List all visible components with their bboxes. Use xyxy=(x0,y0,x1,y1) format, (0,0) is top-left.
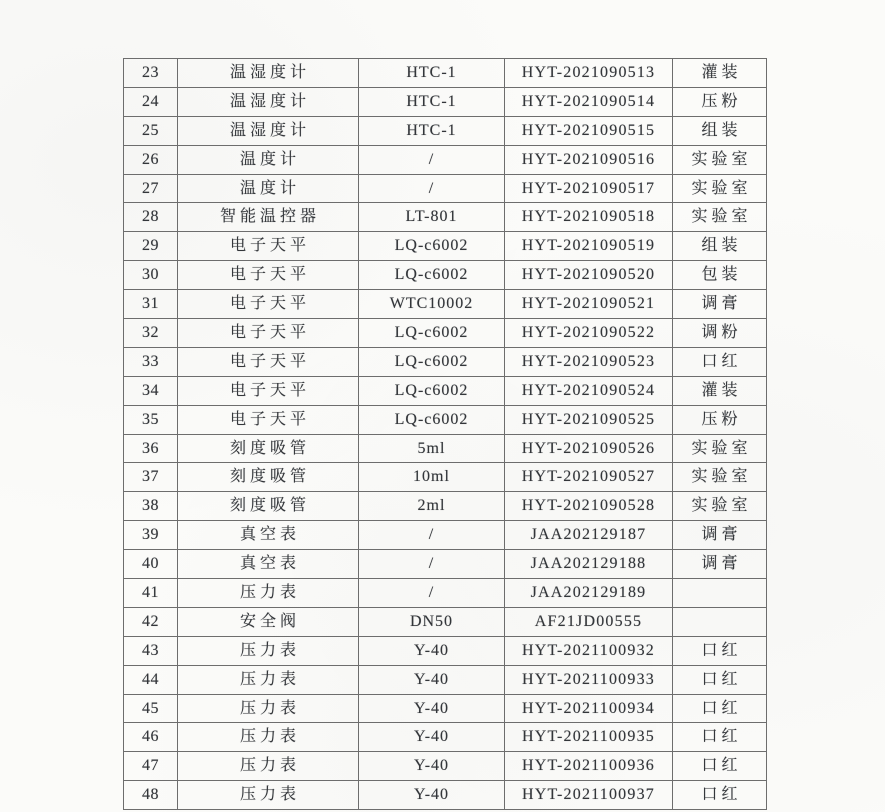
table-row xyxy=(124,203,767,232)
cell-no: 35 xyxy=(124,405,178,434)
cell-model: Y-40 xyxy=(359,781,505,810)
table-row xyxy=(124,492,767,521)
cell-name: 电子天平 xyxy=(178,261,359,290)
cell-no: 48 xyxy=(124,781,178,810)
cell-serial: AF21JD00555 xyxy=(505,607,673,636)
table-row xyxy=(124,636,767,665)
cell-model: LT-801 xyxy=(359,203,505,232)
cell-name: 智能温控器 xyxy=(178,203,359,232)
table-row xyxy=(124,694,767,723)
cell-location: 调膏 xyxy=(673,550,767,579)
cell-no: 26 xyxy=(124,145,178,174)
cell-model: / xyxy=(359,521,505,550)
cell-model: 5ml xyxy=(359,434,505,463)
cell-model: Y-40 xyxy=(359,752,505,781)
cell-no: 36 xyxy=(124,434,178,463)
cell-model: / xyxy=(359,145,505,174)
cell-name: 压力表 xyxy=(178,723,359,752)
cell-name: 真空表 xyxy=(178,550,359,579)
cell-name: 压力表 xyxy=(178,665,359,694)
cell-model: Y-40 xyxy=(359,723,505,752)
cell-serial: JAA202129189 xyxy=(505,579,673,608)
cell-model: WTC10002 xyxy=(359,290,505,319)
cell-model: Y-40 xyxy=(359,636,505,665)
table-row xyxy=(124,87,767,116)
cell-model: Y-40 xyxy=(359,694,505,723)
cell-model: / xyxy=(359,174,505,203)
cell-model: / xyxy=(359,550,505,579)
cell-no: 40 xyxy=(124,550,178,579)
cell-serial: HYT-2021090515 xyxy=(505,116,673,145)
table-row xyxy=(124,319,767,348)
cell-model: LQ-c6002 xyxy=(359,376,505,405)
cell-serial: HYT-2021100933 xyxy=(505,665,673,694)
cell-name: 温度计 xyxy=(178,174,359,203)
cell-serial: HYT-2021090524 xyxy=(505,376,673,405)
table-row xyxy=(124,752,767,781)
cell-model: HTC-1 xyxy=(359,59,505,88)
cell-serial: JAA202129188 xyxy=(505,550,673,579)
cell-location: 灌装 xyxy=(673,376,767,405)
cell-name: 压力表 xyxy=(178,694,359,723)
cell-no: 43 xyxy=(124,636,178,665)
table-row xyxy=(124,290,767,319)
cell-location: 口红 xyxy=(673,752,767,781)
cell-model: LQ-c6002 xyxy=(359,405,505,434)
cell-model: LQ-c6002 xyxy=(359,347,505,376)
equipment-table-body xyxy=(124,59,767,810)
cell-serial: HYT-2021090521 xyxy=(505,290,673,319)
cell-name: 温度计 xyxy=(178,145,359,174)
cell-no: 24 xyxy=(124,87,178,116)
cell-no: 28 xyxy=(124,203,178,232)
cell-name: 压力表 xyxy=(178,579,359,608)
cell-no: 32 xyxy=(124,319,178,348)
cell-location: 口红 xyxy=(673,781,767,810)
cell-model: HTC-1 xyxy=(359,87,505,116)
cell-no: 45 xyxy=(124,694,178,723)
cell-no: 29 xyxy=(124,232,178,261)
cell-serial: HYT-2021100934 xyxy=(505,694,673,723)
table-row xyxy=(124,723,767,752)
cell-no: 44 xyxy=(124,665,178,694)
table-row xyxy=(124,434,767,463)
cell-no: 41 xyxy=(124,579,178,608)
table-row xyxy=(124,521,767,550)
cell-serial: HYT-2021100935 xyxy=(505,723,673,752)
cell-location: 灌装 xyxy=(673,59,767,88)
cell-location: 实验室 xyxy=(673,203,767,232)
cell-no: 42 xyxy=(124,607,178,636)
cell-location: 压粉 xyxy=(673,87,767,116)
cell-no: 47 xyxy=(124,752,178,781)
cell-name: 电子天平 xyxy=(178,290,359,319)
cell-location: 实验室 xyxy=(673,463,767,492)
cell-serial: HYT-2021090513 xyxy=(505,59,673,88)
cell-serial: HYT-2021100937 xyxy=(505,781,673,810)
cell-serial: HYT-2021090520 xyxy=(505,261,673,290)
cell-location: 组装 xyxy=(673,232,767,261)
cell-no: 23 xyxy=(124,59,178,88)
table-row xyxy=(124,232,767,261)
cell-name: 电子天平 xyxy=(178,376,359,405)
cell-location: 实验室 xyxy=(673,434,767,463)
cell-name: 刻度吸管 xyxy=(178,463,359,492)
cell-location: 实验室 xyxy=(673,145,767,174)
cell-no: 30 xyxy=(124,261,178,290)
cell-location: 调膏 xyxy=(673,521,767,550)
table-row xyxy=(124,347,767,376)
table-row xyxy=(124,405,767,434)
cell-no: 33 xyxy=(124,347,178,376)
cell-no: 27 xyxy=(124,174,178,203)
cell-model: Y-40 xyxy=(359,665,505,694)
cell-name: 刻度吸管 xyxy=(178,434,359,463)
cell-name: 刻度吸管 xyxy=(178,492,359,521)
cell-model: LQ-c6002 xyxy=(359,232,505,261)
cell-name: 压力表 xyxy=(178,636,359,665)
table-row xyxy=(124,174,767,203)
cell-serial: HYT-2021090522 xyxy=(505,319,673,348)
cell-name: 温湿度计 xyxy=(178,87,359,116)
cell-model: LQ-c6002 xyxy=(359,261,505,290)
table-row xyxy=(124,376,767,405)
cell-no: 25 xyxy=(124,116,178,145)
cell-location: 包装 xyxy=(673,261,767,290)
cell-name: 温湿度计 xyxy=(178,59,359,88)
cell-serial: JAA202129187 xyxy=(505,521,673,550)
cell-location: 口红 xyxy=(673,636,767,665)
cell-name: 电子天平 xyxy=(178,347,359,376)
cell-no: 31 xyxy=(124,290,178,319)
cell-no: 34 xyxy=(124,376,178,405)
equipment-table xyxy=(123,58,767,810)
cell-serial: HYT-2021090523 xyxy=(505,347,673,376)
cell-name: 电子天平 xyxy=(178,405,359,434)
cell-name: 安全阀 xyxy=(178,607,359,636)
table-row xyxy=(124,579,767,608)
cell-name: 真空表 xyxy=(178,521,359,550)
cell-location: 口红 xyxy=(673,694,767,723)
table-row xyxy=(124,59,767,88)
cell-serial: HYT-2021100936 xyxy=(505,752,673,781)
cell-location: 实验室 xyxy=(673,492,767,521)
cell-location xyxy=(673,579,767,608)
cell-model: / xyxy=(359,579,505,608)
cell-serial: HYT-2021090525 xyxy=(505,405,673,434)
table-row xyxy=(124,261,767,290)
cell-location xyxy=(673,607,767,636)
cell-name: 压力表 xyxy=(178,752,359,781)
cell-no: 39 xyxy=(124,521,178,550)
cell-name: 压力表 xyxy=(178,781,359,810)
cell-location: 口红 xyxy=(673,665,767,694)
cell-location: 口红 xyxy=(673,347,767,376)
cell-location: 压粉 xyxy=(673,405,767,434)
cell-location: 调膏 xyxy=(673,290,767,319)
cell-location: 调粉 xyxy=(673,319,767,348)
cell-serial: HYT-2021090526 xyxy=(505,434,673,463)
cell-location: 实验室 xyxy=(673,174,767,203)
cell-serial: HYT-2021090514 xyxy=(505,87,673,116)
cell-no: 46 xyxy=(124,723,178,752)
cell-serial: HYT-2021090528 xyxy=(505,492,673,521)
cell-model: DN50 xyxy=(359,607,505,636)
table-row xyxy=(124,463,767,492)
cell-model: 2ml xyxy=(359,492,505,521)
table-row xyxy=(124,665,767,694)
cell-serial: HYT-2021100932 xyxy=(505,636,673,665)
table-row xyxy=(124,145,767,174)
cell-serial: HYT-2021090519 xyxy=(505,232,673,261)
cell-location: 组装 xyxy=(673,116,767,145)
cell-model: LQ-c6002 xyxy=(359,319,505,348)
table-row xyxy=(124,116,767,145)
table-row xyxy=(124,781,767,810)
cell-name: 电子天平 xyxy=(178,232,359,261)
cell-model: 10ml xyxy=(359,463,505,492)
cell-name: 电子天平 xyxy=(178,319,359,348)
cell-serial: HYT-2021090527 xyxy=(505,463,673,492)
table-row xyxy=(124,607,767,636)
cell-serial: HYT-2021090517 xyxy=(505,174,673,203)
cell-model: HTC-1 xyxy=(359,116,505,145)
cell-name: 温湿度计 xyxy=(178,116,359,145)
cell-no: 37 xyxy=(124,463,178,492)
cell-no: 38 xyxy=(124,492,178,521)
table-row xyxy=(124,550,767,579)
cell-location: 口红 xyxy=(673,723,767,752)
cell-serial: HYT-2021090518 xyxy=(505,203,673,232)
cell-serial: HYT-2021090516 xyxy=(505,145,673,174)
